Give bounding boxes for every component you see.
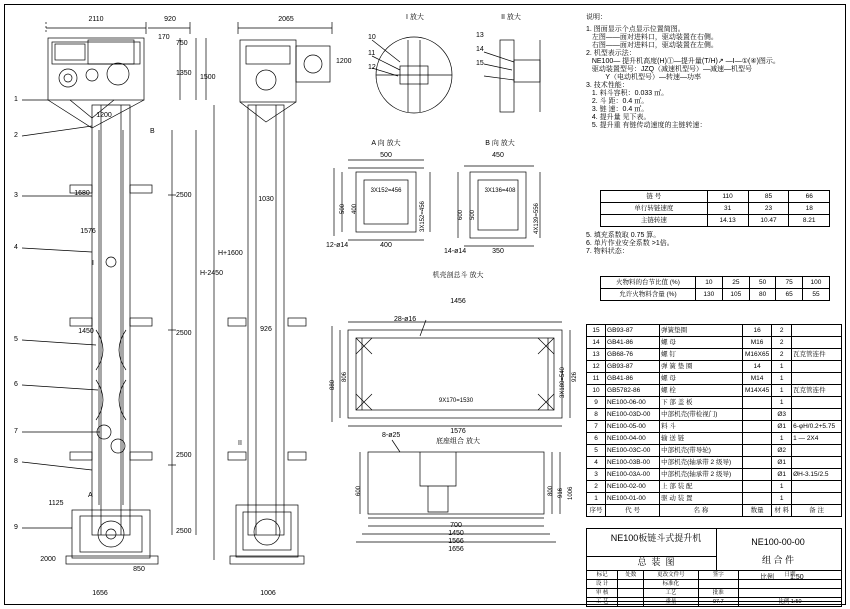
dim-850: 850 [133,566,145,573]
note-0: 1. 图面显示个点显示位置简图。 [586,26,685,33]
titleblock-row [587,598,842,607]
bom-note [792,397,842,409]
note-9: 2. 斗 距：0.4 ㎡。 [586,98,649,105]
dim-1006-mid: 1006 [260,590,276,597]
speed-r1c3: 8.21 [789,215,830,227]
titleblock-cell: 标准化 [644,580,699,589]
casing-1576: 1576 [450,428,466,435]
bom-code: NE100-01-00 [606,493,660,505]
bom-no: 3 [587,469,606,481]
secB-holes: 14-ø14 [444,248,467,255]
bom-spec [742,481,772,493]
dim-170: 170 [158,34,170,41]
titleblock-cell: 97.7 [698,598,738,607]
titleblock-cell: 批准 [698,589,738,598]
base-1656: 1656 [448,546,464,553]
dim-2065: 2065 [278,16,294,23]
bom-spec: 14 [742,361,772,373]
scale-value: 1:50 [790,574,804,581]
bom-note: 瓦克管连件 [792,349,842,361]
balloon-1: 1 [14,96,18,103]
notes-block-2 [586,232,842,256]
speed-r0c0: 单行转链速度 [601,203,708,215]
note-7: 3. 技术性能： [586,82,629,89]
base-600v: 600 [356,485,362,496]
dim-H-1600: H+1600 [218,250,243,257]
note-4: NE100— 提升机高度(H)①—提升量(T/H)↗ —Ⅰ—①(④)图示。 [586,58,780,65]
bom-code: NE100-03D-00 [606,409,660,421]
bom-header-cell: 材 料 [772,505,792,517]
bom-qty: 1 [772,373,792,385]
bom-code: NE100-04-00 [606,433,660,445]
balloon-4: 4 [14,244,18,251]
bom-no: 7 [587,421,606,433]
dim-1450: 1450 [78,328,94,335]
speed-th-2: 85 [748,191,789,203]
casing-28holes: 28-ø16 [394,316,417,323]
bom-code: NE100-03B-00 [606,457,660,469]
note-12: 5. 提升重 有链传动速度的主链转速： [586,122,707,129]
titleblock-cell: 设 计 [587,580,618,589]
bom-row [587,445,842,457]
dim-920: 920 [164,16,176,23]
bom-spec [742,433,772,445]
bom-name: 中部机壳(轴承带 2 级导) [660,469,743,481]
secB-350: 350 [492,248,504,255]
bom-row [587,373,842,385]
bom-note [792,409,842,421]
note2-0: 5. 填充系数取 0.75 算。 [586,232,661,239]
note-1: 左图——面对进料口，驱动装置在右侧。 [586,34,718,41]
bom-header-cell: 数量 [742,505,772,517]
bom-spec: M14 [742,373,772,385]
bom-qty: Ø2 [772,445,792,457]
bom-code: GB41-86 [606,373,660,385]
dim-1576: 1576 [80,228,96,235]
titleblock-cell [618,598,644,607]
bom-spec [742,421,772,433]
casing-880v: 880 [330,379,336,390]
bom-no: 10 [587,385,606,397]
bom-row [587,457,842,469]
secA-500v: 500 [340,203,346,214]
balloon-9: 9 [14,524,18,531]
note-5: 驱动装置型号：JZQ（减速机型号）—减速—机型号 [586,66,753,73]
mat-th-5: 100 [802,277,829,289]
detail-II-title: II 放大 [501,14,521,21]
speed-table [600,190,830,227]
bom-spec [742,409,772,421]
bom-qty: 2 [772,349,792,361]
titleblock-cell: 处数 [618,571,644,580]
bom-spec [742,397,772,409]
speed-r1c1: 14.13 [707,215,748,227]
bom-code: GB5782-86 [606,385,660,397]
bom-row [587,469,842,481]
dim-1500: 1500 [200,74,216,81]
balloon-5: 5 [14,336,18,343]
bom-code: GB41-86 [606,337,660,349]
bom-name: 弹簧垫圈 [660,325,743,337]
casing-806v: 806 [342,371,348,382]
bom-no: 12 [587,361,606,373]
section-mark-II: II [238,440,242,447]
bom-row [587,433,842,445]
mat-r0c3: 80 [749,289,776,301]
speed-r0c2: 23 [748,203,789,215]
bom-name: 料 斗 [660,421,743,433]
mark-13: 13 [476,32,484,39]
titleblock-cell [618,580,644,589]
secB-450: 450 [492,152,504,159]
speed-th-1: 110 [707,191,748,203]
bom-qty: 2 [772,325,792,337]
mat-r0c5: 55 [802,289,829,301]
bom-qty: Ø1 [772,421,792,433]
bom-no: 4 [587,457,606,469]
dim-1200: 1200 [96,112,112,119]
bom-note: ØH-3.15/2.5 [792,469,842,481]
drawing-title: NE100板链斗式提升机 [610,533,702,543]
bom-row [587,325,842,337]
mark-12: 12 [368,64,376,71]
bom-no: 1 [587,493,606,505]
bom-no: 5 [587,445,606,457]
bom-name: 上 部 装 配 [660,481,743,493]
mat-th-4: 75 [776,277,803,289]
mat-th-2: 25 [722,277,749,289]
bom-name: 螺 钉 [660,349,743,361]
bom-note: 1 — 2X4 [792,433,842,445]
secB-600v: 600 [458,209,464,220]
bom-row [587,349,842,361]
mat-th-0: 火物料的台节比值 (%) [601,277,696,289]
mat-r0c1: 130 [695,289,722,301]
bom-header-cell: 备 注 [792,505,842,517]
bom-no: 6 [587,433,606,445]
bom-qty: 1 [772,433,792,445]
base-700: 700 [450,522,462,529]
bom-header-cell: 代 号 [606,505,660,517]
dim-926-mid: 926 [260,326,272,333]
bom-name: 中部机壳(带检视门) [660,409,743,421]
titleblock-cell: 日期 [738,571,841,580]
note-10: 3. 链 速：0.4 ㎡。 [586,106,649,113]
bom-code: NE100-03A-00 [606,469,660,481]
speed-r0c1: 31 [707,203,748,215]
bom-note [792,481,842,493]
base-8holes: 8-ø25 [382,432,401,439]
bom-note [792,493,842,505]
dim-1656: 1656 [92,590,108,597]
dim-H-2450: H-2450 [200,270,223,277]
bom-code: NE100-05-00 [606,421,660,433]
bom-note [792,457,842,469]
bom-row [587,409,842,421]
bom-spec [742,493,772,505]
note-6: Y（电动机型号）—转速—功率 [586,74,701,81]
bom-name: 螺 母 [660,373,743,385]
secA-500: 500 [380,152,392,159]
speed-r1c0: 主链转速 [601,215,708,227]
casing-926v: 926 [572,371,578,382]
bom-no: 9 [587,397,606,409]
balloon-8: 8 [14,458,18,465]
bom-no: 15 [587,325,606,337]
mat-th-1: 10 [695,277,722,289]
bom-qty: 1 [772,385,792,397]
base-800v: 800 [548,485,554,496]
bom-qty: 1 [772,397,792,409]
casing-title: 机壳剖总斗 放大 [432,272,484,279]
section-mark-I: I [92,260,94,267]
titleblock-cell: 比例 1:50 [738,598,841,607]
drawing-subtitle: 总 装 图 [637,557,675,567]
titleblock-cell [738,589,841,598]
bom-code: GB93-87 [606,325,660,337]
bom-name: 中部机壳(轴承带 2 级导) [660,457,743,469]
speed-th-0: 链 号 [601,191,708,203]
dim-2500-a: 2500 [176,192,192,199]
base-1006v: 1006 [568,486,574,500]
dim-2500-b: 2500 [176,330,192,337]
secA-3x152v: 3X152=456 [420,201,426,232]
bom-spec: 16 [742,325,772,337]
dim-1680: 1680 [74,190,90,197]
dim-2000: 2000 [40,556,56,563]
bom-name: 中部机壳(带导轮) [660,445,743,457]
material-table [600,276,830,301]
bom-spec: M14X45 [742,385,772,397]
bom-code: NE100-02-00 [606,481,660,493]
base-1450: 1450 [448,530,464,537]
bom-note [792,445,842,457]
secA-400b: 400 [380,242,392,249]
titleblock-cell [698,580,738,589]
mark-15: 15 [476,60,484,67]
mark-10: 10 [368,34,376,41]
titleblock-cell: 工 艺 [587,598,618,607]
secA-3x152: 3X152=456 [370,188,402,194]
bom-no: 13 [587,349,606,361]
bom-row [587,337,842,349]
bom-row [587,361,842,373]
bom-no: 2 [587,481,606,493]
bom-name: 螺 栓 [660,385,743,397]
titleblock-cell: 更改文件号 [644,571,699,580]
note2-2: 7. 物料状态： [586,248,629,255]
balloon-7: 7 [14,428,18,435]
balloon-2: 2 [14,132,18,139]
balloon-3: 3 [14,192,18,199]
section-mark-B: B [150,128,155,135]
secA-holes: 12-ø14 [326,242,349,249]
bom-header-cell: 名 称 [660,505,743,517]
titleblock-cell: 审 核 [587,589,618,598]
bom-qty: Ø3 [772,409,792,421]
bom-row [587,385,842,397]
speed-th-3: 66 [789,191,830,203]
bom-name: 输 送 链 [660,433,743,445]
bom-note [792,373,842,385]
note-8: 1. 料斗容积：0.033 ㎥。 [586,90,669,97]
bom-note: 瓦克管连件 [792,385,842,397]
base-title: 底座组合 放大 [436,438,480,445]
section-A-title: A 向 放大 [371,140,401,147]
bom-table [586,324,842,517]
bom-note [792,325,842,337]
drawing-number: NE100-00-00 [751,537,805,547]
detail-I-title: I 放大 [406,14,424,21]
bom-note: 6-φH/0.2+5.75 [792,421,842,433]
bom-spec: M16 [742,337,772,349]
base-916v: 916 [558,487,564,498]
casing-9x170: 9X170=1530 [438,398,474,404]
section-B-title: B 向 放大 [485,140,515,147]
bom-no: 11 [587,373,606,385]
scale-label: 比例 [760,574,774,581]
secB-3x136: 3X136=408 [484,188,516,194]
bom-qty: 1 [772,493,792,505]
secB-500v: 500 [470,209,476,220]
bom-name: 螺 母 [660,337,743,349]
bom-code: GB93-87 [606,361,660,373]
titleblock-cell: 工艺 [644,589,699,598]
dim-2500-d: 2500 [176,528,192,535]
bom-row [587,397,842,409]
bom-qty: Ø1 [772,457,792,469]
bom-qty: Ø1 [772,469,792,481]
section-mark-A: A [88,492,93,499]
bom-row [587,481,842,493]
note-2: 右图——面对进料口，驱动装置在左侧。 [586,42,718,49]
dim-1200-mid: 1200 [336,58,352,65]
titleblock-cell [618,589,644,598]
bom-note [792,337,842,349]
bom-name: 弹 簧 垫 圈 [660,361,743,373]
bom-header-cell: 序号 [587,505,606,517]
casing-1456: 1456 [450,298,466,305]
bom-code: GB68-76 [606,349,660,361]
titleblock-cell: 签字 [698,571,738,580]
bom-code: NE100-03C-00 [606,445,660,457]
secB-4x139v: 4X139=556 [534,203,540,234]
speed-r1c2: 10.47 [748,215,789,227]
mat-r0c4: 65 [776,289,803,301]
dim-1125: 1125 [48,500,64,507]
bom-row [587,421,842,433]
mark-14: 14 [476,46,484,53]
dim-1030: 1030 [258,196,274,203]
speed-r0c3: 18 [789,203,830,215]
bom-spec [742,445,772,457]
bom-note [792,361,842,373]
mat-th-3: 50 [749,277,776,289]
bom-qty: 1 [772,361,792,373]
titleblock-row [587,589,842,598]
mark-11: 11 [368,50,376,57]
note-3: 2. 机型表示法： [586,50,636,57]
dim-2110: 2110 [88,16,104,23]
bom-no: 8 [587,409,606,421]
secA-400v: 400 [352,203,358,214]
bom-spec [742,469,772,481]
titleblock-cell: 标记 [587,571,618,580]
bom-code: NE100-06-00 [606,397,660,409]
dim-1350: 1350 [176,70,192,77]
dim-2500-c: 2500 [176,452,192,459]
titleblock-cell: 重量 [644,598,699,607]
mat-r0c2: 105 [722,289,749,301]
mat-r0c0: 允许火物料含量 (%) [601,289,696,301]
bom-spec [742,457,772,469]
balloon-6: 6 [14,381,18,388]
bom-name: 下 部 盖 板 [660,397,743,409]
bom-qty: 2 [772,337,792,349]
base-1566: 1566 [448,538,464,545]
bom-qty: 1 [772,481,792,493]
bom-name: 驱 动 装 置 [660,493,743,505]
notes-block [586,14,842,130]
notes-title: 说明： [586,14,607,21]
bom-header-row [587,505,842,517]
note2-1: 6. 单片作业安全系数 >1倍。 [586,240,674,247]
casing-3x180v: 3X180=540 [560,367,566,398]
bom-row [587,493,842,505]
doc-kind: 组 合 件 [761,555,794,565]
bom-no: 14 [587,337,606,349]
note-11: 4. 提升量 见下表。 [586,114,651,121]
bom-spec: M16X65 [742,349,772,361]
dim-750: 750 [176,40,188,47]
